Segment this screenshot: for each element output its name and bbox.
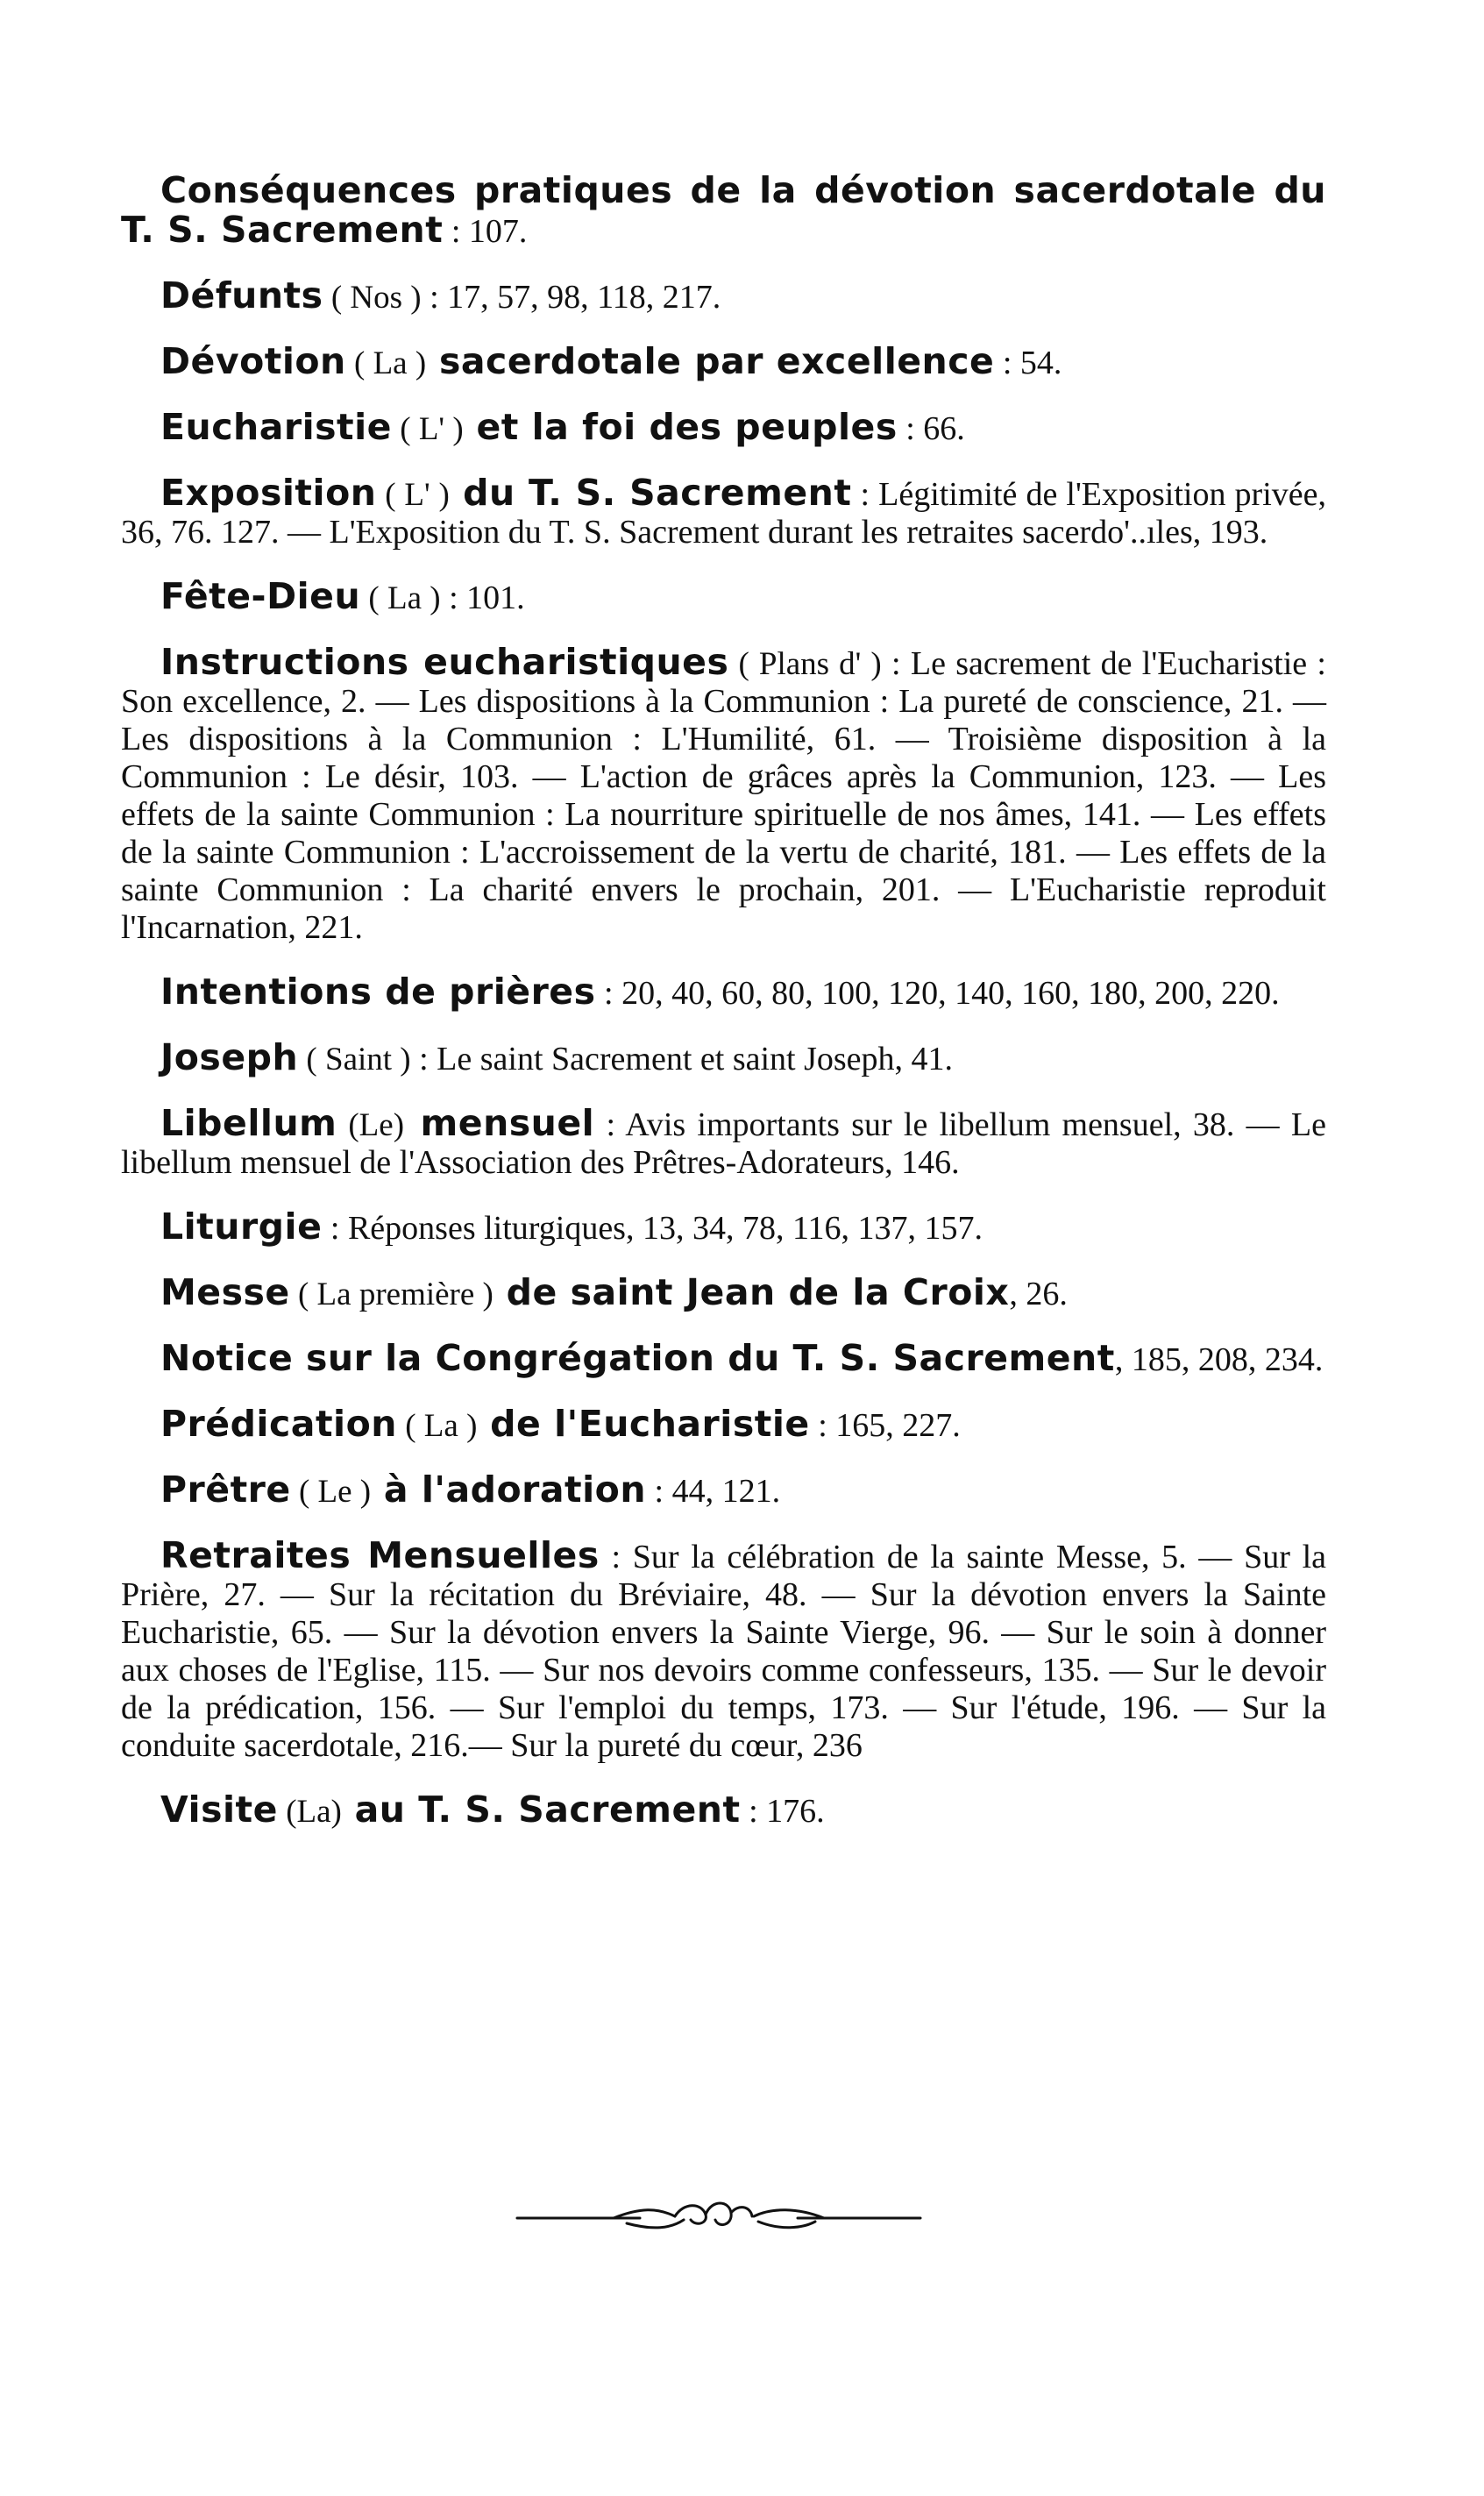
index-page bbox=[121, 169, 1327, 1857]
entry-locator: , 26. bbox=[1009, 1276, 1068, 1312]
index-entry bbox=[121, 1468, 1326, 1511]
entry-qualifier: ( La première ) bbox=[289, 1276, 493, 1312]
entry-heading-tail: du T. S. Sacrement bbox=[449, 472, 852, 514]
entry-heading: Notice sur la Congrégation du T. S. Sacrement bbox=[160, 1337, 1115, 1379]
entry-heading: Intentions de prières bbox=[160, 971, 596, 1013]
entry-heading-tail: à l'adoration bbox=[371, 1468, 647, 1511]
index-entry bbox=[121, 340, 1326, 382]
entry-heading: Conséquences pratiques de la dévotion sacerdotale du T. S. Sacrement bbox=[121, 169, 1326, 251]
entry-heading: Prêtre bbox=[160, 1468, 291, 1511]
entry-heading: Retraites Mensuelles bbox=[160, 1534, 600, 1576]
entry-heading-tail: et la foi des peuples bbox=[463, 406, 898, 448]
index-entry bbox=[121, 1405, 1326, 1445]
index-entry bbox=[121, 1102, 1326, 1182]
entry-locator: : Le saint Sacrement et saint Joseph, 41. bbox=[410, 1041, 954, 1077]
index-entry bbox=[121, 406, 1326, 448]
entry-qualifier: ( Nos ) bbox=[323, 280, 422, 316]
index-entry bbox=[121, 1337, 1326, 1379]
entry-heading: Eucharistie bbox=[160, 406, 392, 448]
entry-locator: : 165, 227. bbox=[809, 1407, 961, 1444]
entry-heading-tail: sacerdotale par excellence bbox=[426, 340, 995, 382]
entry-locator: : 101. bbox=[440, 580, 525, 616]
entry-heading: Exposition bbox=[160, 472, 377, 514]
entry-heading-tail: au T. S. Sacrement bbox=[341, 1788, 741, 1831]
entry-locator: : 176. bbox=[740, 1793, 825, 1830]
entry-heading: Messe bbox=[160, 1271, 290, 1313]
entry-qualifier: ( La ) bbox=[360, 580, 441, 616]
entry-qualifier: ( Plans d' ) bbox=[728, 646, 882, 682]
entry-heading: Visite bbox=[160, 1788, 278, 1831]
entry-qualifier: ( L' ) bbox=[392, 411, 464, 447]
index-entry bbox=[121, 1788, 1326, 1831]
index-entry bbox=[121, 1271, 1326, 1313]
entry-qualifier: ( La ) bbox=[345, 345, 427, 381]
entry-heading: Liturgie bbox=[160, 1205, 323, 1248]
entry-qualifier: (Le) bbox=[337, 1107, 405, 1143]
index-entry bbox=[121, 274, 1326, 316]
entry-locator: , 185, 208, 234. bbox=[1114, 1341, 1324, 1378]
entry-heading: Dévotion bbox=[160, 340, 346, 382]
entry-heading: Joseph bbox=[160, 1036, 299, 1078]
entry-locator: : Réponses liturgiques, 13, 34, 78, 116, 137, 157. bbox=[322, 1210, 983, 1247]
index-entry bbox=[121, 474, 1326, 551]
entry-locator: : 17, 57, 98, 118, 217. bbox=[421, 279, 721, 316]
index-entry bbox=[121, 169, 1326, 251]
entry-locator: : 54. bbox=[994, 345, 1062, 381]
entry-locator: : Avis importants sur le libellum mensuel, 38. — Le libellum mensuel de l'Association des Prêtres-Adorateurs, 146. bbox=[121, 1106, 1326, 1181]
entry-heading: Défunts bbox=[160, 274, 323, 316]
index-entry bbox=[121, 1205, 1326, 1248]
entry-locator: : 20, 40, 60, 80, 100, 120, 140, 160, 180, 200, 220. bbox=[595, 975, 1280, 1012]
entry-qualifier: ( La ) bbox=[396, 1408, 478, 1444]
entry-qualifier: ( L' ) bbox=[376, 477, 450, 513]
index-entry bbox=[121, 575, 1326, 617]
index-entry bbox=[121, 641, 1326, 947]
index-entry bbox=[121, 1534, 1327, 1765]
entry-heading-tail: de saint Jean de la Croix bbox=[493, 1271, 1010, 1313]
entry-qualifier: (La) bbox=[277, 1794, 342, 1830]
index-entry bbox=[121, 1036, 1326, 1078]
entry-heading-tail: mensuel bbox=[404, 1102, 595, 1144]
entry-qualifier: ( Le ) bbox=[290, 1474, 372, 1510]
fleuron-ornament bbox=[508, 2190, 929, 2243]
entry-locator: : 107. bbox=[443, 213, 528, 250]
entry-locator: : Légitimité de l'Exposition privée, 36, 76. 127. — L'Exposition du T. S. Sacrement durant les retraites sacerdo'..ıles, 193. bbox=[121, 476, 1326, 551]
entry-qualifier: ( Saint ) bbox=[298, 1042, 411, 1077]
entry-locator: : Le sacrement de l'Eucharistie : Son excellence, 2. — Les dispositions à la Communion : La pureté de conscience, 21. — Les dispositions à la Communion : L'Humilité, 61. — Troisième disposition à la Communion : Le désir, 103. — L'action de grâces après la Communion, 123. — Les effets de la sainte Communion : La nourriture spirituelle de nos âmes, 141. — Les effets de la sainte Communion : L'accroissement de la vertu de charité, 181. — Les effets de la sainte Communion : La charité envers le prochain, 201. — L'Eucharistie reproduit l'Incarnation, 221. bbox=[121, 645, 1326, 946]
entry-heading: Prédication bbox=[160, 1403, 397, 1445]
entry-locator: : 66. bbox=[897, 410, 965, 447]
entry-heading: Fête-Dieu bbox=[160, 575, 361, 617]
entry-heading-tail: de l'Eucharistie bbox=[477, 1403, 810, 1445]
index-entry bbox=[121, 973, 1326, 1013]
entry-locator: : Sur la célébration de la sainte Messe, 5. — Sur la Prière, 27. — Sur la récitation du Bréviaire, 48. — Sur la dévotion envers la Sainte Eucharistie, 65. — Sur la dévotion envers la Sainte Vierge, 96. — Sur le soin à donner aux choses de l'Eglise, 115. — Sur nos devoirs comme confesseurs, 135. — Sur le devoir de la prédication, 156. — Sur l'emploi du temps, 173. — Sur l'étude, 196. — Sur la conduite sacerdotale, 216.— Sur la pureté du cœur, 236 bbox=[121, 1539, 1327, 1764]
entry-heading: Instructions eucharistiques bbox=[160, 641, 729, 683]
entry-locator: : 44, 121. bbox=[646, 1473, 781, 1510]
entry-heading: Libellum bbox=[160, 1102, 337, 1144]
